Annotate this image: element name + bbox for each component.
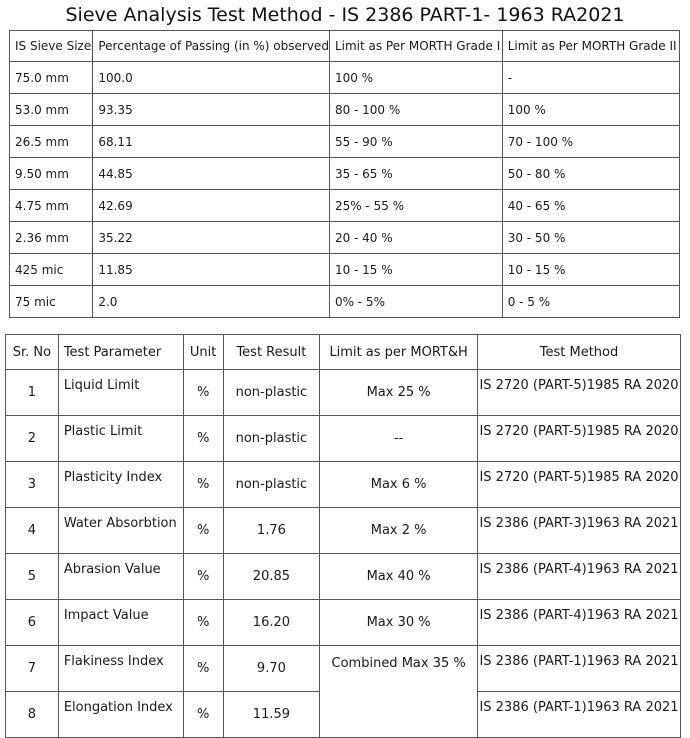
table-row: [10, 126, 680, 158]
test-parameter-cell: Impact Value: [58, 600, 183, 646]
passing-cell: 100.0: [93, 62, 330, 94]
limit-cell: Max 2 %: [320, 508, 478, 554]
column-header: Limit as Per MORTH Grade I: [329, 31, 502, 62]
column-header: Test Result: [223, 335, 320, 370]
grade-2-limit-cell: 70 - 100 %: [502, 126, 679, 158]
grade-1-limit-cell: 0% - 5%: [329, 286, 502, 318]
test-parameter-cell: Abrasion Value: [58, 554, 183, 600]
unit-cell: %: [183, 646, 223, 692]
grade-2-limit-cell: 100 %: [502, 94, 679, 126]
grade-2-limit-cell: 40 - 65 %: [502, 190, 679, 222]
test-result-cell: 11.59: [223, 692, 320, 738]
sr-no-cell: 2: [6, 416, 59, 462]
passing-cell: 11.85: [93, 254, 330, 286]
passing-cell: 68.11: [93, 126, 330, 158]
grade-1-limit-cell: 100 %: [329, 62, 502, 94]
unit-cell: %: [183, 370, 223, 416]
sieve-size-cell: 4.75 mm: [10, 190, 93, 222]
grade-2-limit-cell: 30 - 50 %: [502, 222, 679, 254]
grade-1-limit-cell: 35 - 65 %: [329, 158, 502, 190]
page-title: Sieve Analysis Test Method - IS 2386 PART-1- 1963 RA2021: [65, 4, 625, 26]
test-parameter-cell: Plastic Limit: [58, 416, 183, 462]
combined-limit-cell: Combined Max 35 %: [320, 646, 478, 738]
table-row: [6, 370, 681, 416]
table-row: [10, 158, 680, 190]
test-parameter-cell: Water Absorbtion: [58, 508, 183, 554]
test-result-cell: 1.76: [223, 508, 320, 554]
grade-2-limit-cell: 50 - 80 %: [502, 158, 679, 190]
table-row: [6, 416, 681, 462]
test-method-cell: IS 2720 (PART-5)1985 RA 2020: [478, 416, 681, 462]
unit-cell: %: [183, 462, 223, 508]
limit-cell: Max 30 %: [320, 600, 478, 646]
grade-1-limit-cell: 20 - 40 %: [329, 222, 502, 254]
limit-cell: --: [320, 416, 478, 462]
test-result-cell: non-plastic: [223, 462, 320, 508]
test-results-table: [5, 334, 681, 738]
grade-2-limit-cell: 10 - 15 %: [502, 254, 679, 286]
passing-cell: 35.22: [93, 222, 330, 254]
test-method-cell: IS 2386 (PART-3)1963 RA 2021: [478, 508, 681, 554]
grade-2-limit-cell: 0 - 5 %: [502, 286, 679, 318]
column-header: Limit as per MORT&H: [320, 335, 478, 370]
test-result-cell: 20.85: [223, 554, 320, 600]
table-header-row: [10, 31, 680, 62]
sieve-size-cell: 9.50 mm: [10, 158, 93, 190]
limit-cell: Max 25 %: [320, 370, 478, 416]
table-row: [6, 554, 681, 600]
sr-no-cell: 5: [6, 554, 59, 600]
table-row: [6, 646, 681, 692]
table-row: [10, 62, 680, 94]
test-method-cell: IS 2386 (PART-4)1963 RA 2021: [478, 600, 681, 646]
test-method-cell: IS 2386 (PART-1)1963 RA 2021: [478, 692, 681, 738]
test-parameter-cell: Plasticity Index: [58, 462, 183, 508]
sr-no-cell: 3: [6, 462, 59, 508]
unit-cell: %: [183, 554, 223, 600]
sieve-size-cell: 2.36 mm: [10, 222, 93, 254]
unit-cell: %: [183, 416, 223, 462]
test-parameter-cell: Flakiness Index: [58, 646, 183, 692]
passing-cell: 2.0: [93, 286, 330, 318]
table-row: [10, 94, 680, 126]
test-result-cell: non-plastic: [223, 370, 320, 416]
sieve-size-cell: 425 mic: [10, 254, 93, 286]
grade-1-limit-cell: 80 - 100 %: [329, 94, 502, 126]
test-result-cell: 16.20: [223, 600, 320, 646]
passing-cell: 93.35: [93, 94, 330, 126]
grade-1-limit-cell: 10 - 15 %: [329, 254, 502, 286]
sieve-size-cell: 75 mic: [10, 286, 93, 318]
table-row: [10, 286, 680, 318]
table-header-row: [6, 335, 681, 370]
unit-cell: %: [183, 600, 223, 646]
column-header: Percentage of Passing (in %) observed: [93, 31, 330, 62]
table-row: [6, 600, 681, 646]
table-row: [10, 254, 680, 286]
table-row: [6, 508, 681, 554]
limit-cell: Max 40 %: [320, 554, 478, 600]
test-parameter-cell: Elongation Index: [58, 692, 183, 738]
grade-2-limit-cell: -: [502, 62, 679, 94]
table-row: [10, 190, 680, 222]
table-row: [6, 462, 681, 508]
column-header: Limit as Per MORTH Grade II: [502, 31, 679, 62]
column-header: Test Parameter: [58, 335, 183, 370]
grade-1-limit-cell: 25% - 55 %: [329, 190, 502, 222]
test-parameter-cell: Liquid Limit: [58, 370, 183, 416]
test-method-cell: IS 2720 (PART-5)1985 RA 2020: [478, 370, 681, 416]
test-method-cell: IS 2720 (PART-5)1985 RA 2020: [478, 462, 681, 508]
test-result-cell: 9.70: [223, 646, 320, 692]
sieve-analysis-table: [9, 30, 680, 318]
test-method-cell: IS 2386 (PART-1)1963 RA 2021: [478, 646, 681, 692]
sr-no-cell: 6: [6, 600, 59, 646]
sr-no-cell: 4: [6, 508, 59, 554]
unit-cell: %: [183, 692, 223, 738]
column-header: IS Sieve Size: [10, 31, 93, 62]
test-result-cell: non-plastic: [223, 416, 320, 462]
passing-cell: 42.69: [93, 190, 330, 222]
column-header: Sr. No: [6, 335, 59, 370]
sieve-size-cell: 26.5 mm: [10, 126, 93, 158]
passing-cell: 44.85: [93, 158, 330, 190]
unit-cell: %: [183, 508, 223, 554]
test-method-cell: IS 2386 (PART-4)1963 RA 2021: [478, 554, 681, 600]
sieve-size-cell: 75.0 mm: [10, 62, 93, 94]
sr-no-cell: 1: [6, 370, 59, 416]
sieve-size-cell: 53.0 mm: [10, 94, 93, 126]
table-row: [10, 222, 680, 254]
sr-no-cell: 7: [6, 646, 59, 692]
column-header: Test Method: [478, 335, 681, 370]
limit-cell: Max 6 %: [320, 462, 478, 508]
column-header: Unit: [183, 335, 223, 370]
grade-1-limit-cell: 55 - 90 %: [329, 126, 502, 158]
sr-no-cell: 8: [6, 692, 59, 738]
